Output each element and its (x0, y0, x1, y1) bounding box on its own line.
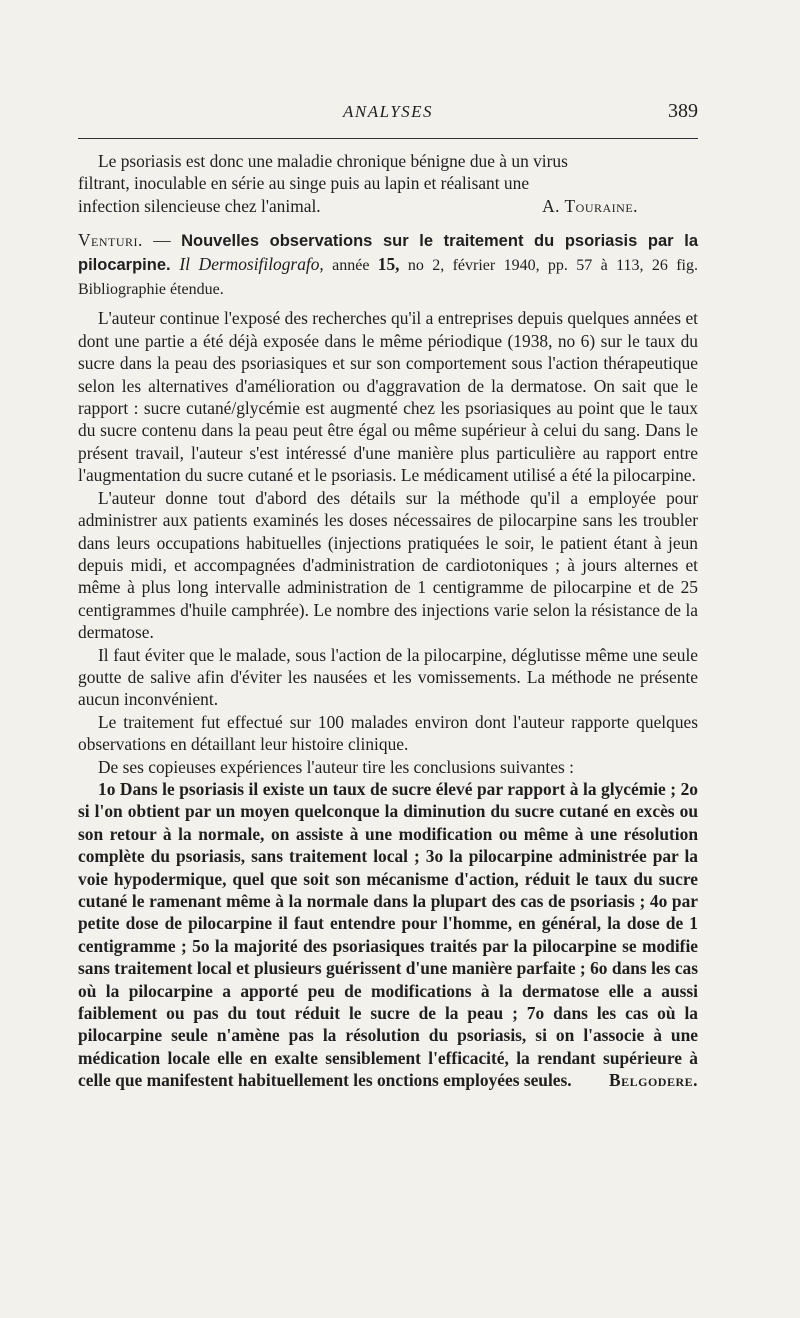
running-title: ANALYSES (342, 102, 434, 121)
previous-abstract-last-line (78, 195, 698, 217)
paragraph: L'auteur continue l'exposé des recherches qu'il a entreprises depuis quelques années et dont une partie a été déjà exposée dans le même périodique (1938, no 6) sur le taux du sucre dans la peau des psoriasiques et sur son comportement sous l'action thérapeutique selon les alternatives d'amélioration ou d'aggravation de la dermatose. On sait que le rapport : sucre cutané/glycémie est augmenté chez les psoriasiques au point que le taux du sucre contenu dans la peau peut être égal ou même supérieur à celui du sang. Dans le présent travail, l'auteur s'est intéressé d'une manière plus particulière au rapport entre l'augmentation du sucre cutané et le psoriasis. Le médicament utilisé a été la pilocarpine. (78, 308, 698, 486)
article-year-label: année (323, 256, 378, 274)
previous-abstract-text: infection silencieuse chez l'animal. (78, 195, 321, 216)
conclusions-paragraph (78, 778, 698, 1092)
page-body (78, 150, 698, 1092)
signature-touraine: A. Touraine. (542, 195, 638, 216)
header-rule (78, 138, 698, 139)
article-author: Venturi. (78, 230, 143, 251)
paragraph: De ses copieuses expériences l'auteur tire les conclusions suivantes : (98, 756, 574, 777)
signature-belgodere: Belgodere. (609, 1070, 698, 1091)
conclusions-text: 1o Dans le psoriasis il existe un taux de sucre élevé par rapport à la glycémie ; 2o si l'on obtient par un moyen quelconque la diminution du sucre cutané en excès ou son retour à la normale, on assiste à une modification ou même à une résolution complète du psoriasis, sans traitement local ; 3o la pilocarpine administrée par la voie hypodermique, quel que soit son mécanisme d'action, réduit le taux du sucre cutané le ramenant même à la normale dans la plupart des cas de psoriasis ; 4o par petite dose de pilocarpine il faut entendre pour l'homme, en général, la dose de 1 centigramme ; 5o la majorité des psoriasiques traités par la pilocarpine se modifie sans traitement local et plusieurs guérissent d'une manière parfaite ; 6o dans les cas où la pilocarpine a apporté peu de modifications à la dermatose elle a aussi faiblement ou pas du tout réduit le sucre de la peau ; 7o dans les cas où la pilocarpine seule n'amène pas la résolution du psoriasis, si on l'associe à une médication locale elle en exalte sensiblement l'efficacité, la rendant supérieure à celle que manifestent habituellement les onctions employées seules. (78, 778, 698, 1091)
running-head (78, 100, 698, 128)
article-dash: — (142, 230, 182, 251)
article-journal: Il Dermosifilografo, (179, 253, 324, 274)
page-number: 389 (668, 100, 698, 122)
paragraph: Il faut éviter que le malade, sous l'action de la pilocarpine, déglutisse même une seule goutte de salive afin d'éviter les nausées et les vomissements. La méthode ne présente aucun inconvénient. (78, 644, 698, 710)
article-details: no 2, février 1940, pp. 57 à 113, 26 fig. Bibliographie étendue. (78, 256, 698, 299)
article-title: Nouvelles observations sur le traitement du psoriasis par la pilocarpine. (78, 232, 698, 274)
paragraph: L'auteur donne tout d'abord des détails sur la méthode qu'il a employée pour administrer aux patients examinés les doses nécessaires de pilocarpine sans les troubler dans leurs occupations habituelles (injections pratiquées le soir, le patient étant à jeun depuis midi, et accompagnées d'administration de cardiotoniques ; à jours alternes et même à plus long intervalle administration de 1 centigramme de pilocarpine et de 25 centigrammes d'huile camphrée). Le nombre des injections varie selon la résistance de la dermatose. (78, 487, 698, 643)
paragraph: Le traitement fut effectué sur 100 malades environ dont l'auteur rapporte quelques observations en détaillant leur histoire clinique. (78, 711, 698, 755)
article-year-number: 15, (377, 253, 400, 274)
previous-abstract-line: filtrant, inoculable en série au singe puis au lapin et réalisant une (78, 173, 530, 194)
article-reference (78, 229, 698, 301)
previous-abstract-line: Le psoriasis est donc une maladie chronique bénigne due à un virus (98, 151, 568, 171)
